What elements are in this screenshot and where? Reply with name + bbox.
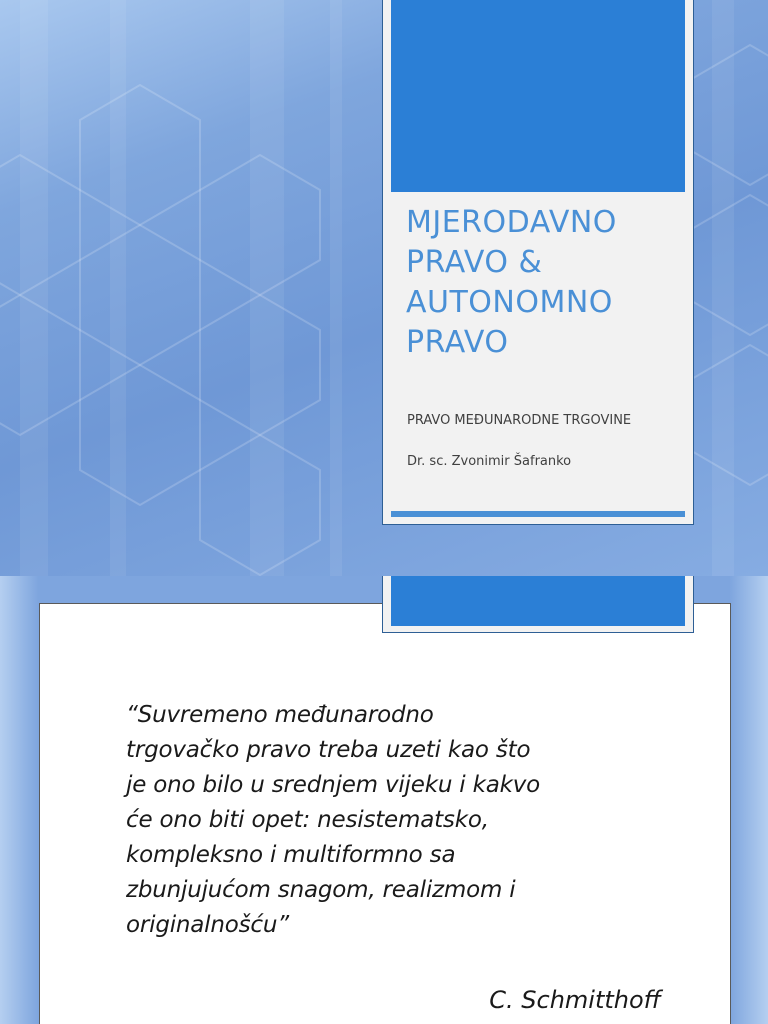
- light-stripe: [110, 0, 126, 576]
- light-stripe: [712, 0, 734, 576]
- light-stripe: [250, 0, 284, 576]
- quote-line: će ono biti opet: nesistematsko,: [126, 807, 489, 833]
- title-accent-block: [391, 0, 685, 192]
- slide-subtitle: PRAVO MEĐUNARODNE TRGOVINE: [407, 413, 632, 428]
- light-stripe: [20, 0, 48, 576]
- header-tab: [382, 576, 694, 633]
- accent-line: [391, 511, 685, 517]
- slide-title-line: PRAVO: [406, 325, 509, 360]
- quote-text: [126, 698, 686, 943]
- light-stripe: [330, 0, 342, 576]
- quote-line: originalnošću”: [126, 912, 289, 938]
- quote-line: kompleksno i multiformno sa: [126, 842, 456, 868]
- hexagon-shape: [80, 225, 200, 365]
- slide-title-line: PRAVO &: [406, 245, 543, 280]
- quote-line: trgovačko pravo treba uzeti kao što: [126, 737, 531, 763]
- hexagon-shape: [80, 85, 200, 225]
- title-panel: [382, 0, 694, 525]
- hexagon-shape: [80, 365, 200, 505]
- quote-attribution: C. Schmitthoff: [489, 986, 661, 1014]
- quote-line: “Suvremeno međunarodno: [126, 702, 434, 728]
- slide-title-line: MJERODAVNO: [406, 205, 617, 240]
- quote-line: zbunjujućom snagom, realizmom i: [126, 877, 516, 903]
- slide-title: [406, 203, 686, 363]
- slide-title-line: AUTONOMNO: [406, 285, 613, 320]
- slide-author: Dr. sc. Zvonimir Šafranko: [407, 454, 572, 469]
- header-tab-block: [391, 576, 685, 626]
- quote-slide: [0, 576, 768, 1024]
- quote-line: je ono bilo u srednjem vijeku i kakvo: [126, 772, 541, 798]
